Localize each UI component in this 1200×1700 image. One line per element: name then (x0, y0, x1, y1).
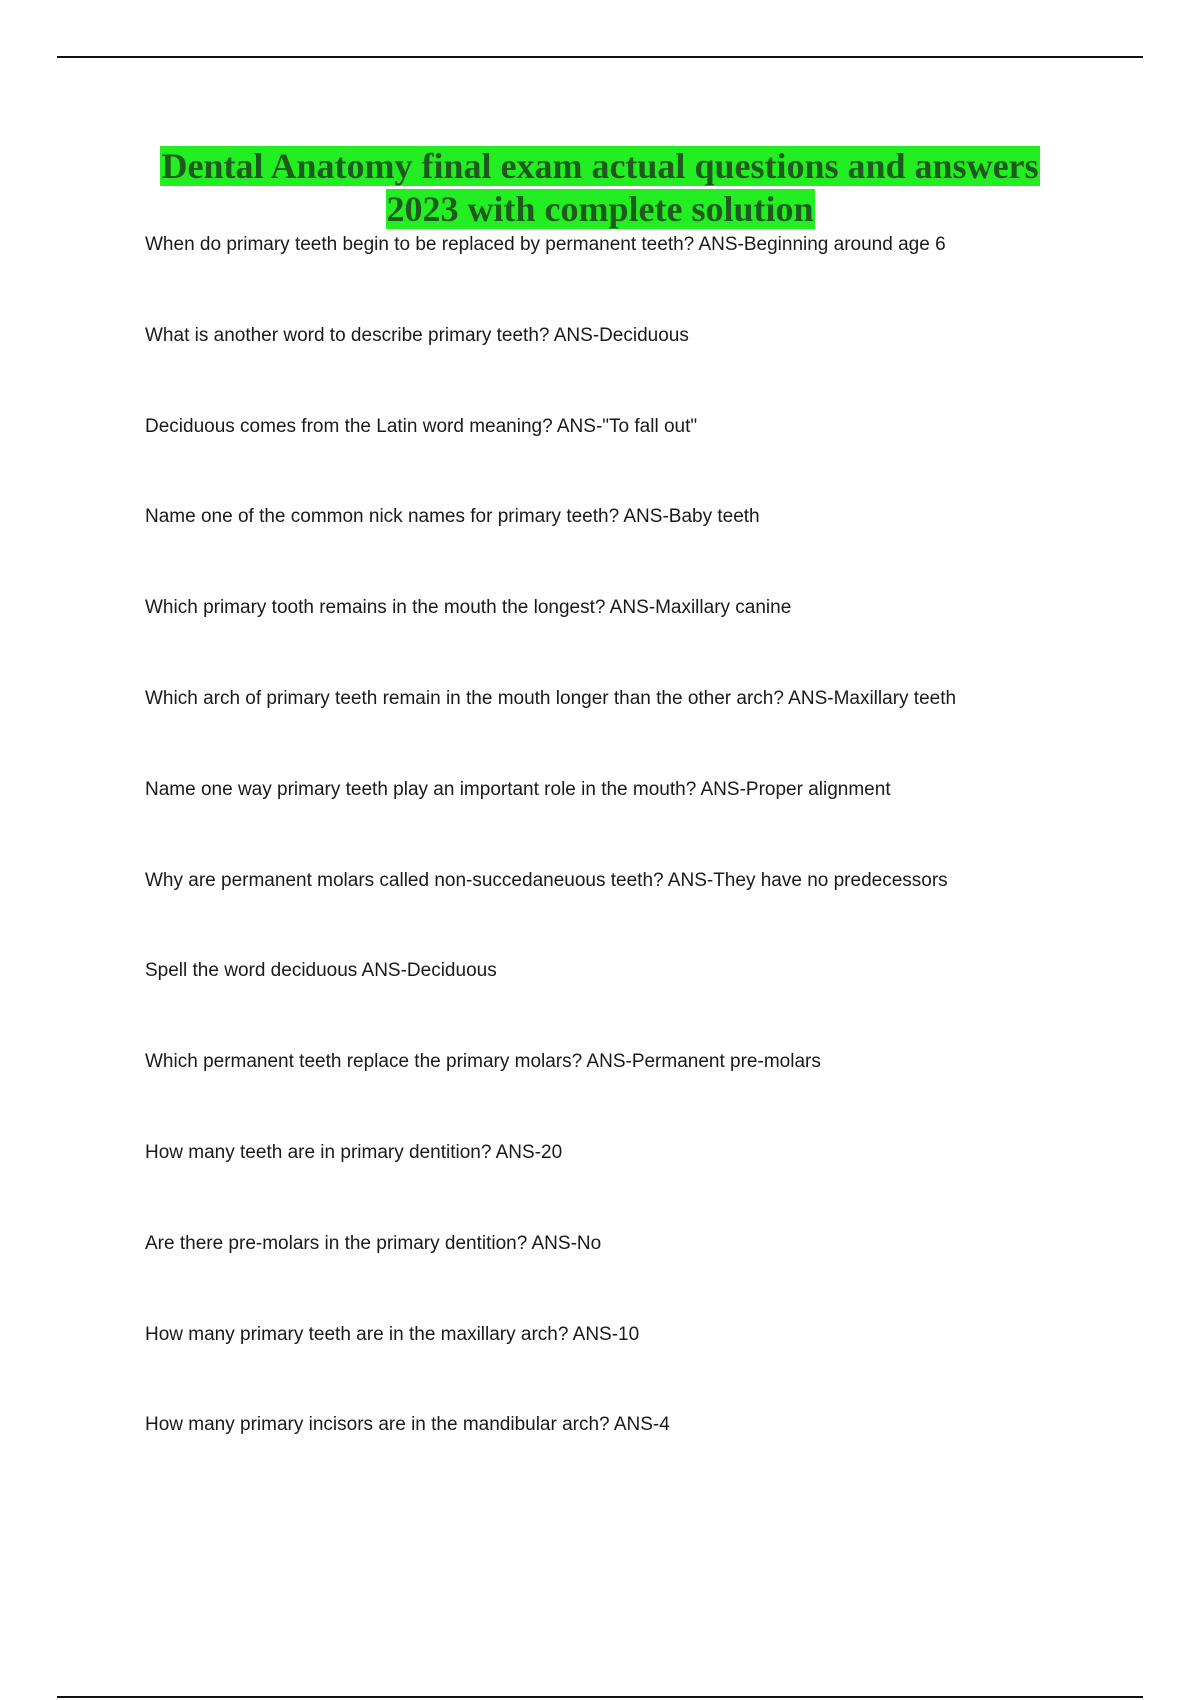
qa-item: Deciduous comes from the Latin word meaning? ANS-"To fall out" (145, 415, 698, 437)
qa-item: How many primary incisors are in the mandibular arch? ANS-4 (145, 1414, 670, 1436)
qa-item: Which permanent teeth replace the primary molars? ANS-Permanent pre-molars (145, 1051, 821, 1073)
title-line-2: 2023 with complete solution (386, 189, 814, 229)
page-title (100, 145, 1100, 231)
header-rule (57, 56, 1143, 58)
footer-rule (57, 1696, 1143, 1698)
qa-item: How many teeth are in primary dentition? ANS-20 (145, 1141, 563, 1163)
qa-item: Which primary tooth remains in the mouth the longest? ANS-Maxillary canine (145, 597, 792, 619)
qa-item: Why are permanent molars called non-succedaneuous teeth? ANS-They have no predecessors (145, 869, 948, 891)
qa-item: Which arch of primary teeth remain in the mouth longer than the other arch? ANS-Maxillary teeth (145, 687, 957, 709)
qa-item: Are there pre-molars in the primary dentition? ANS-No (145, 1232, 602, 1254)
qa-item: When do primary teeth begin to be replaced by permanent teeth? ANS-Beginning around age 6 (145, 234, 946, 255)
title-line-1: Dental Anatomy final exam actual questions and answers (161, 146, 1039, 186)
qa-item: Name one way primary teeth play an important role in the mouth? ANS-Proper alignment (145, 778, 891, 800)
qa-item: Name one of the common nick names for primary teeth? ANS-Baby teeth (145, 506, 760, 528)
qa-list (145, 232, 1145, 1503)
qa-item: How many primary teeth are in the maxillary arch? ANS-10 (145, 1323, 640, 1345)
qa-item: What is another word to describe primary teeth? ANS-Deciduous (145, 324, 689, 346)
qa-item: Spell the word deciduous ANS-Deciduous (145, 960, 497, 982)
